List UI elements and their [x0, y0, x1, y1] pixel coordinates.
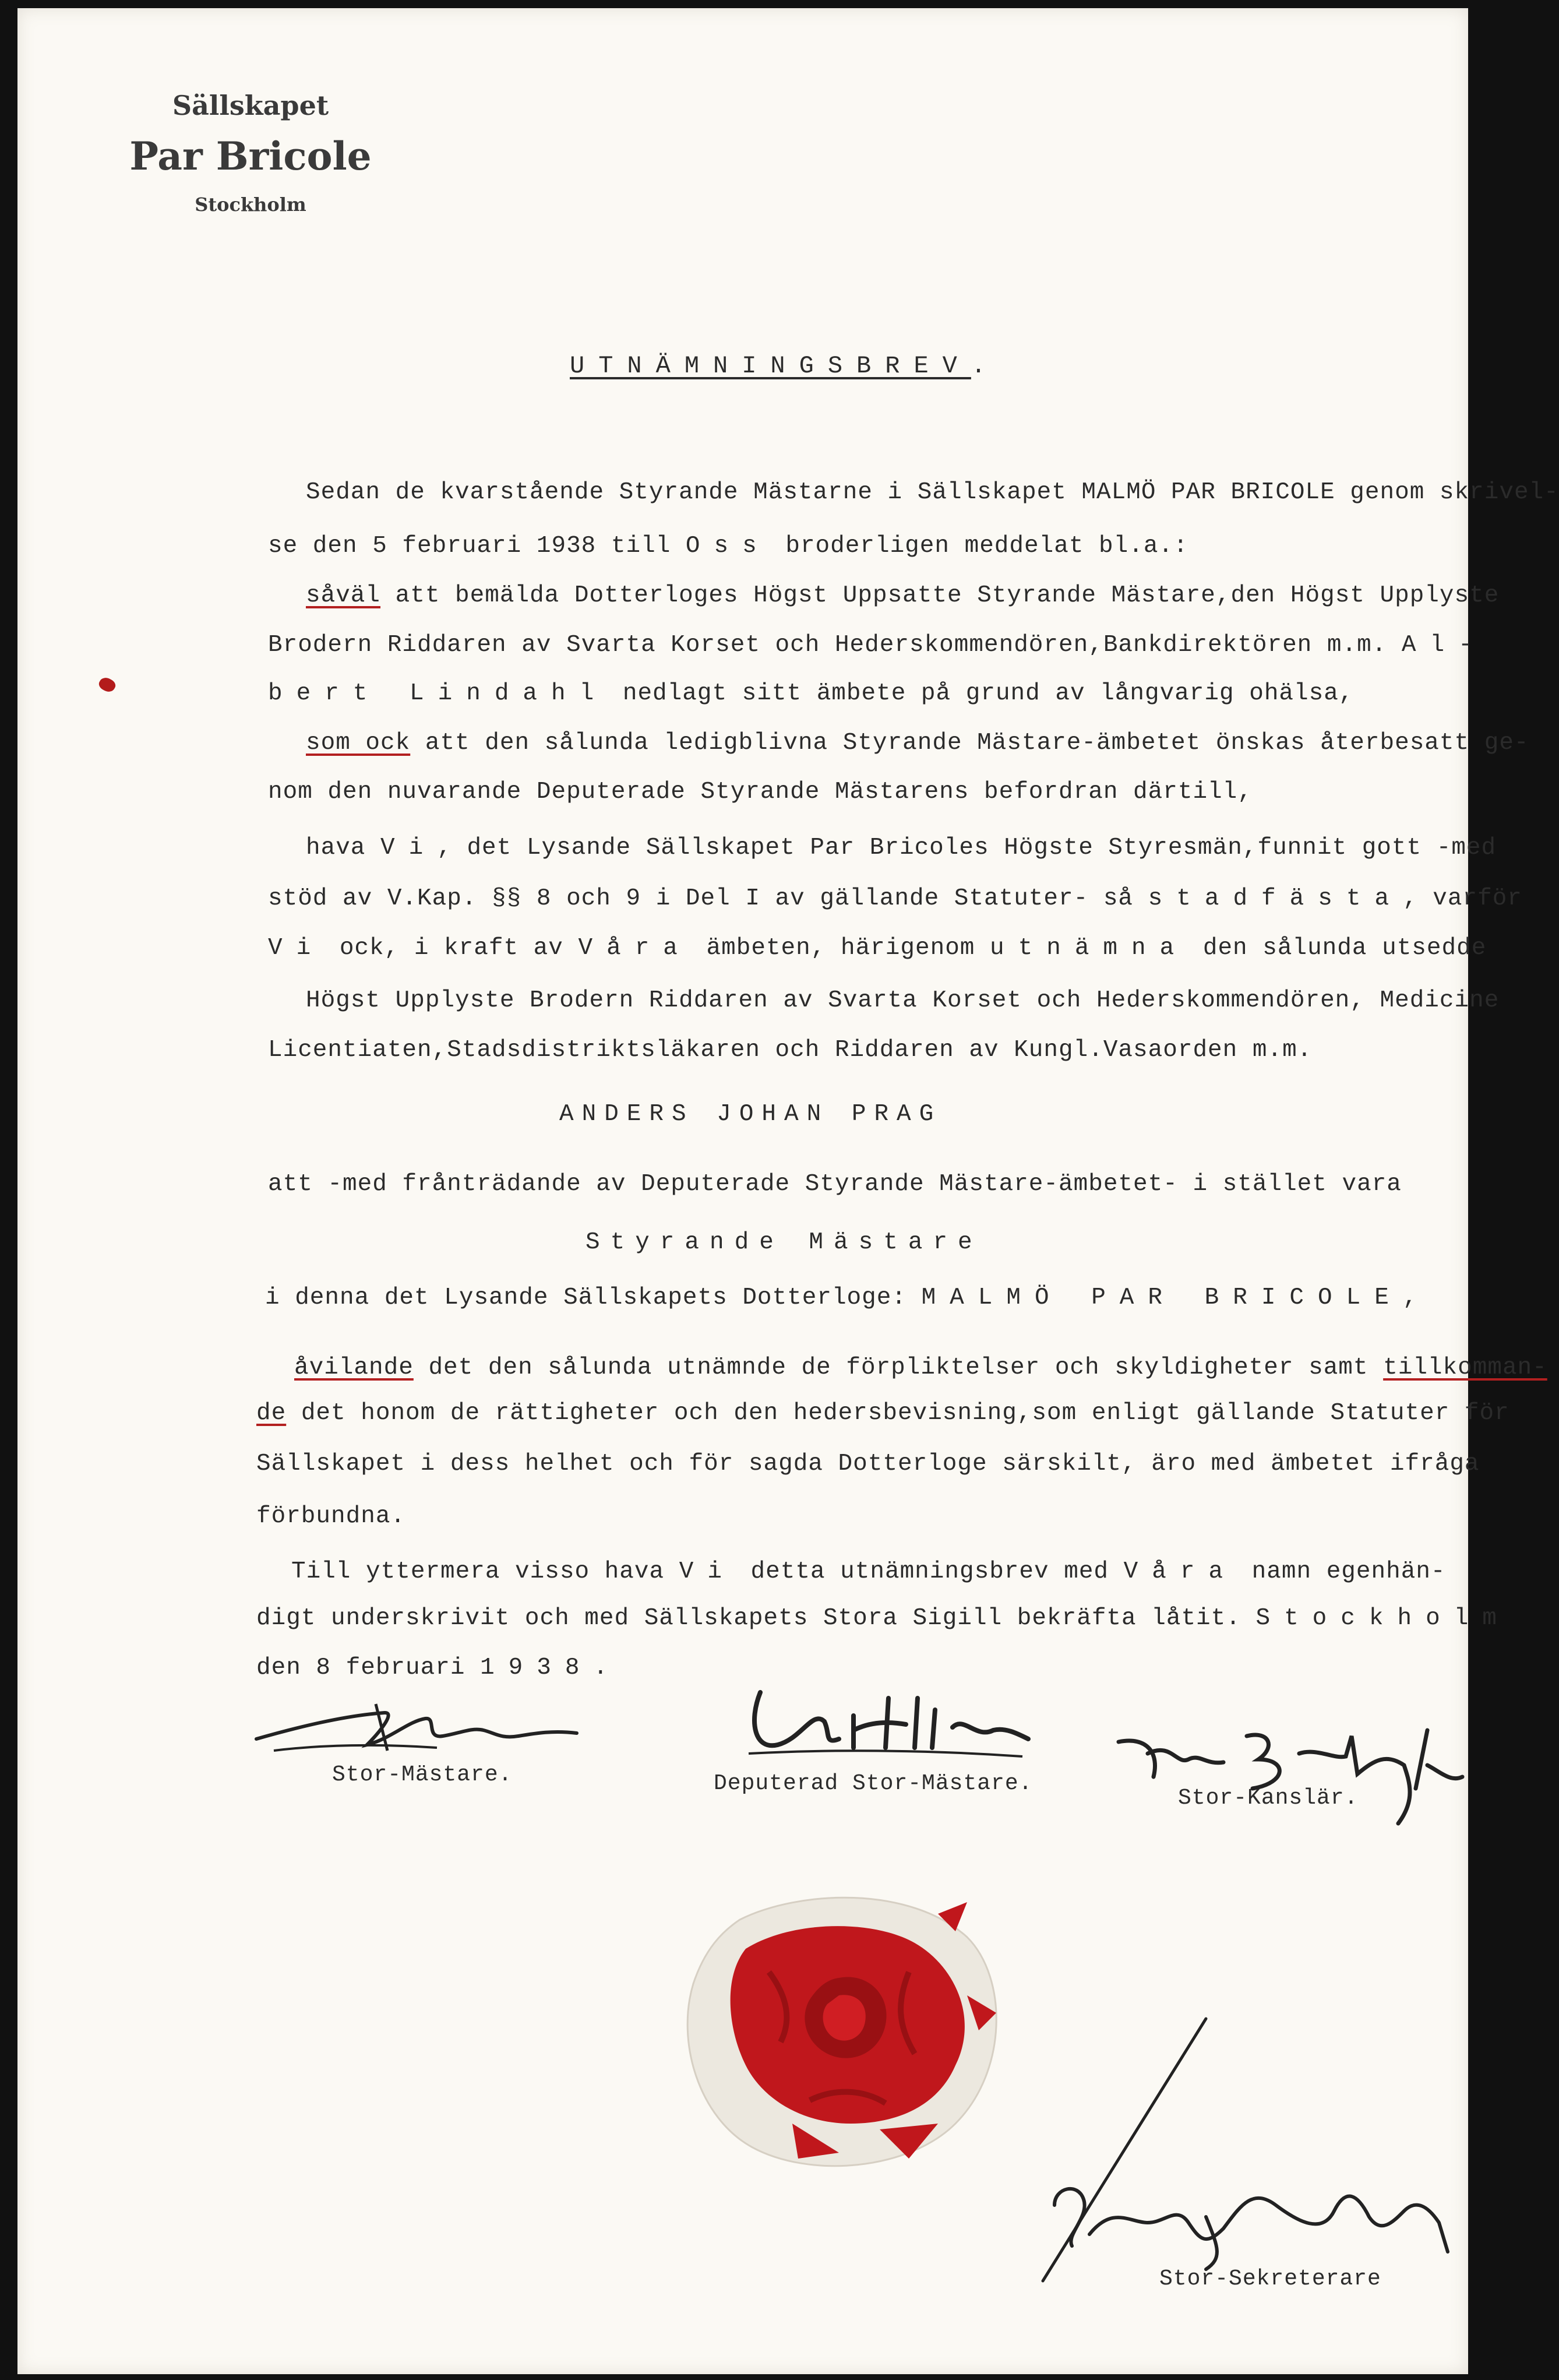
office-title: Styrande Mästare [585, 1229, 983, 1256]
caption-stor-kanslar: Stor-Kanslär. [1178, 1786, 1359, 1811]
caption-stor-sekreterare: Stor-Sekreterare [1159, 2266, 1381, 2291]
document-sheet [17, 8, 1559, 2374]
body-line-6: som ock att den sålunda ledigblivna Styrande Mästare-ämbetet önskas återbesatt ge- [306, 730, 1529, 756]
body-line-20: digt underskrivit och med Sällskapets Stora Sigill bekräfta låtit. Stockholm [256, 1605, 1511, 1632]
letterhead-line3: Stockholm [195, 193, 306, 216]
body-line-5: bert Lindahl nedlagt sitt ämbete på grund av långvarig ohälsa, [268, 680, 1354, 707]
body-line-16: de det honom de rättigheter och den hedersbevisning,som enligt gällande Statuter för [256, 1400, 1509, 1427]
body-line-10: Vi ock, i kraft av Våra ämbeten, härigenom utnämna den sålunda utsedde [268, 935, 1487, 962]
body-line-3: såväl att bemälda Dotterloges Högst Uppsatte Styrande Mästare,den Högst Upplyste [306, 582, 1500, 609]
body-line-11: Högst Upplyste Brodern Riddaren av Svarta Korset och Hederskommendören, Medicine [306, 987, 1500, 1014]
body-line-4: Brodern Riddaren av Svarta Korset och Hederskommendören,Bankdirektören m.m. Al- [268, 632, 1487, 659]
body-line-17: Sällskapet i dess helhet och för sagda Dotterloge särskilt, äro med ämbetet ifråga [256, 1450, 1480, 1477]
letterhead-line2: Par Bricole [129, 133, 372, 179]
body-line-9: stöd av V.Kap. §§ 8 och 9 i Del I av gällande Statuter- så stadfästa, varför [268, 885, 1522, 912]
caption-deputerad: Deputerad Stor-Mästare. [714, 1771, 1033, 1796]
wax-seal [664, 1879, 1014, 2182]
body-line-15: åvilande det den sålunda utnämnde de förpliktelser och skyldigheter samt tillkomman- [294, 1354, 1547, 1381]
body-line-18: förbundna. [256, 1503, 406, 1530]
caption-stor-mastare: Stor-Mästare. [332, 1762, 513, 1787]
signature-stor-kanslar [1113, 1719, 1474, 1835]
signature-stor-mastare [251, 1687, 612, 1768]
letterhead-line1: Sällskapet [172, 90, 329, 121]
body-line-13: att -med frånträdande av Deputerade Styrande Mästare-ämbetet- i stället vara [268, 1171, 1402, 1198]
body-line-1: Sedan de kvarstående Styrande Mästarne i Sällskapet MALMÖ PAR BRICOLE genom skrivel- [306, 479, 1559, 506]
body-line-19: Till yttermera visso hava Vi detta utnämningsbrev med Våra namn egenhän- [291, 1558, 1446, 1585]
body-line-21: den 8 februari 1938. [256, 1654, 622, 1681]
body-line-2: se den 5 februari 1938 till Oss broderligen meddelat bl.a.: [268, 533, 1188, 559]
appointee-name: ANDERS JOHAN PRAG [559, 1101, 942, 1128]
document-title: UTNÄMNINGSBREV. [570, 352, 987, 380]
body-line-7: nom den nuvarande Deputerade Styrande Mästarens befordran därtill, [268, 779, 1253, 805]
body-line-12: Licentiaten,Stadsdistriktsläkaren och Riddaren av Kungl.Vasaorden m.m. [268, 1037, 1313, 1064]
body-line-8: hava Vi, det Lysande Sällskapet Par Bricoles Högste Styresmän,funnit gott -med [306, 835, 1497, 861]
signature-deputerad [737, 1675, 1040, 1768]
body-line-14: i denna det Lysande Sällskapets Dotterloge: MALMÖ PAR BRICOLE, [265, 1284, 1418, 1311]
red-ink-mark [97, 675, 117, 694]
